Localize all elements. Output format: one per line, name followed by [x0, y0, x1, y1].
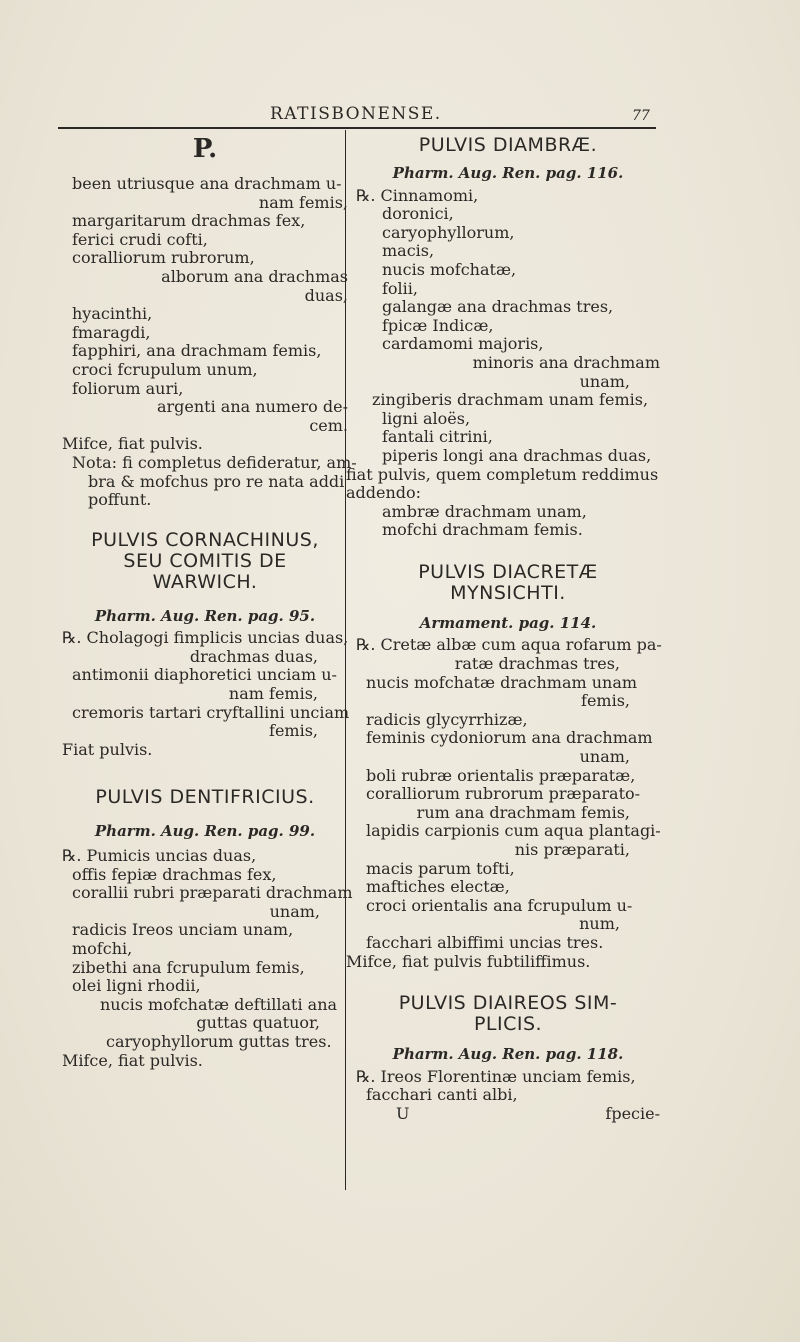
text-line: fmaragdi, [72, 322, 151, 342]
text-line: minoris ana drachmam [472, 352, 660, 372]
recipe-title [356, 993, 660, 1035]
text-line: bra & mofchus pro re nata addi [88, 471, 345, 491]
text-line: ℞. Ireos Florentinæ unciam femis, [356, 1066, 636, 1086]
recipe-source: Pharm. Aug. Ren. pag. 118. [392, 1045, 624, 1064]
text-line: radicis glycyrrhizæ, [366, 709, 528, 729]
text-line: corallii rubri præparati drachmam [72, 883, 353, 903]
text-line: Fiat pulvis. [62, 739, 153, 759]
text-line: olei ligni rhodii, [72, 976, 201, 996]
recipe-source: Pharm. Aug. Ren. pag. 95. [94, 606, 316, 625]
text-line: nis præparati, [514, 840, 630, 859]
text-line: cem. [309, 415, 348, 435]
text-line: fantali citrini, [382, 427, 493, 447]
text-line: croci fcrupulum unum, [72, 359, 258, 379]
title-line: PULVIS DIAIREOS SIM- [398, 992, 618, 1015]
text-line: margaritarum drachmas fex, [72, 211, 306, 231]
recipe-title [356, 562, 660, 604]
text-line: ℞. Cretæ albæ cum aqua rofarum pa- [356, 635, 662, 655]
text-line: boli rubræ orientalis præparatæ, [366, 765, 636, 785]
text-line: Mifce, fiat pulvis. [62, 1050, 203, 1070]
title-line: SEU COMITIS DE [123, 549, 287, 572]
text-line: nucis mofchatæ drachmam unam [366, 672, 638, 692]
recipe-title [62, 530, 348, 593]
text-line: zibethi ana fcrupulum femis, [72, 957, 305, 977]
text-line: been utriusque ana drachmam u- [72, 174, 342, 193]
text-line: coralliorum rubrorum, [72, 248, 255, 268]
text-line: nucis mofchatæ, [382, 259, 517, 279]
text-line: foliorum auri, [72, 378, 184, 398]
text-line: guttas quatuor, [196, 1013, 320, 1033]
text-line: facchari albiffimi uncias tres. [366, 932, 604, 952]
text-line: ℞. Cholagogi fimplicis uncias duas, [62, 628, 349, 648]
text-line: lapidis carpionis cum aqua plantagi- [366, 821, 661, 841]
text-line: feminis cydoniorum ana drachmam [366, 728, 653, 748]
text-line: coralliorum rubrorum præparato- [366, 784, 641, 804]
text-line: caryophyllorum guttas tres. [106, 1031, 332, 1051]
text-line: radicis Ireos unciam unam, [72, 920, 294, 940]
title-line: PULVIS DENTIFRICIUS. [95, 786, 315, 809]
title-line: PULVIS CORNACHINUS, [91, 528, 319, 551]
text-line: ambræ drachmam unam, [382, 501, 587, 521]
text-line: ratæ drachmas tres, [454, 654, 620, 674]
recipe-source: Pharm. Aug. Ren. pag. 116. [392, 164, 624, 182]
page-footer [356, 1105, 660, 1124]
text-line: nucis mofchatæ deftillati ana [100, 994, 338, 1014]
right-column [346, 134, 662, 1124]
text-line: Mifce, fiat pulvis. [62, 434, 203, 454]
text-line: rum ana drachmam femis, [416, 802, 630, 822]
signature-mark: U [396, 1103, 410, 1123]
left-column [62, 134, 357, 1070]
text-line: cardamomi majoris, [382, 334, 544, 354]
text-line: ℞. Cinnamomi, [356, 185, 479, 205]
text-line: argenti ana numero de- [156, 397, 348, 417]
text-line: facchari canti albi, [366, 1085, 518, 1105]
recipe-source: Pharm. Aug. Ren. pag. 99. [94, 822, 316, 841]
title-line: MYNSICHTI. [450, 581, 566, 604]
text-line: ligni aloës, [382, 408, 471, 428]
text-line: nam femis, [228, 684, 318, 704]
text-line: alborum ana drachmas [161, 266, 348, 286]
text-line: num, [579, 914, 620, 934]
text-line: cremoris tartari cryftallini unciam [72, 702, 350, 722]
title-line: WARWICH. [152, 570, 258, 593]
recipe-title [356, 135, 660, 156]
text-line: unam, [579, 371, 630, 391]
text-line: femis, [269, 721, 318, 741]
title-line: PULVIS DIACRETÆ [418, 560, 598, 583]
text-line: ℞. Pumicis uncias duas, [62, 846, 257, 866]
text-line: fiat pulvis, quem completum reddimus [346, 464, 659, 484]
recipe-source: Armament. pag. 114. [419, 613, 597, 632]
text-line: caryophyllorum, [382, 222, 515, 242]
text-line: femis, [581, 691, 630, 711]
text-line: offis fepiæ drachmas fex, [72, 864, 277, 884]
text-line: piperis longi ana drachmas duas, [382, 445, 652, 465]
text-line: antimonii diaphoretici unciam u- [72, 665, 337, 685]
text-line: croci orientalis ana fcrupulum u- [366, 895, 633, 915]
text-line: doronici, [382, 204, 454, 224]
text-line: hyacinthi, [72, 304, 153, 324]
page-number: 77 [632, 108, 650, 124]
text-line: ferici crudi cofti, [72, 229, 208, 249]
text-line: duas, [304, 285, 348, 305]
section-letter: P. [192, 134, 218, 164]
text-line: unam, [269, 901, 320, 921]
title-line: PLICIS. [473, 1013, 543, 1036]
continuation-text [62, 174, 357, 510]
text-line: addendo: [346, 483, 422, 503]
text-line: drachmas duas, [189, 646, 318, 666]
text-line: zingiberis drachmam unam femis, [372, 390, 649, 410]
title-line: PULVIS DIAMBRÆ. [418, 134, 598, 156]
text-line: galangæ ana drachmas tres, [382, 297, 614, 317]
header-rule [58, 127, 656, 129]
text-line: poffunt. [88, 490, 152, 510]
text-line: macis, [382, 241, 435, 261]
recipe-title [62, 787, 348, 808]
running-head: RATISBONENSE. [270, 104, 442, 124]
text-line: mofchi, [72, 939, 133, 958]
text-line: Nota: fi completus defideratur, am- [72, 452, 357, 472]
catchword: fpecie- [605, 1103, 660, 1123]
text-line: folii, [382, 278, 418, 298]
text-line: nam femis, [258, 192, 348, 212]
text-line: unam, [579, 747, 630, 767]
text-line: fpicæ Indicæ, [382, 315, 494, 335]
text-line: macis parum tofti, [366, 858, 515, 878]
text-line: maftiches electæ, [366, 877, 510, 897]
text-line: mofchi drachmam femis. [382, 520, 583, 540]
text-line: Mifce, fiat pulvis fubtiliffimus. [346, 951, 591, 971]
text-line: fapphiri, ana drachmam femis, [72, 341, 322, 361]
